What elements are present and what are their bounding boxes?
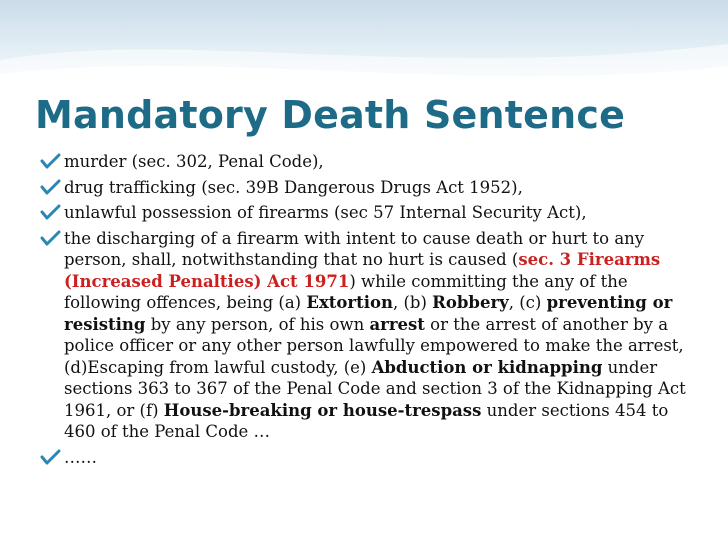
slide-title: Mandatory Death Sentence xyxy=(35,93,626,137)
bullet-text: murder (sec. 302, Penal Code), xyxy=(64,152,324,171)
offence-abduction-kidnapping: Abduction or kidnapping xyxy=(371,357,603,377)
bullet-text-part: under sections 454 to 460 of the Penal Code … xyxy=(64,400,669,441)
checkmark-icon xyxy=(40,449,61,466)
offence-arrest: arrest xyxy=(369,314,425,334)
bullet-text-part: , (c) xyxy=(508,293,547,312)
bullet-item-drug-trafficking xyxy=(40,177,690,199)
offence-extortion: Extortion xyxy=(306,293,393,312)
checkmark-icon xyxy=(40,179,61,196)
bullet-list xyxy=(40,151,690,468)
wave-decoration xyxy=(0,0,728,88)
bullet-text: unlawful possession of firearms (sec 57 Internal Security Act), xyxy=(64,203,587,222)
bullet-text: drug trafficking (sec. 39B Dangerous Drugs Act 1952), xyxy=(64,177,523,197)
bullet-item-firearms-possession xyxy=(40,202,690,224)
bullet-text-part: ) while committing the any of the following offences, being (a) xyxy=(64,271,628,312)
checkmark-icon xyxy=(40,153,61,170)
bullet-text-part: the discharging of a firearm with intent to cause death or hurt to any person, shall, notwithstanding that no hurt is caused ( xyxy=(64,228,645,269)
act-reference: sec. 3 Firearms (Increased Penalties) Act 1971 xyxy=(64,250,661,291)
bullet-item-ellipsis xyxy=(40,447,690,469)
bullet-item-firearm-discharge xyxy=(40,228,690,443)
checkmark-icon xyxy=(40,230,61,247)
offence-preventing-resisting: preventing or resisting xyxy=(64,293,673,334)
offence-robbery: Robbery xyxy=(432,293,509,312)
checkmark-icon xyxy=(40,204,61,221)
bullet-text-part: under sections 363 to 367 of the Penal Code and section 3 of the Kidnapping Act 1961, or (f) xyxy=(64,357,686,420)
bullet-text-part: by any person, of his own xyxy=(145,314,370,334)
offence-housebreaking: House-breaking or house-trespass xyxy=(163,400,482,420)
bullet-text-part: or the arrest of another by a police officer or any other person lawfully empowered to make the arrest, (d)Escaping from lawful custody, (e) xyxy=(64,314,684,377)
bullet-item-murder xyxy=(40,151,690,173)
decorative-header-band xyxy=(0,0,728,88)
bullet-text-part: , (b) xyxy=(393,293,433,312)
bullet-text: …… xyxy=(64,447,97,467)
